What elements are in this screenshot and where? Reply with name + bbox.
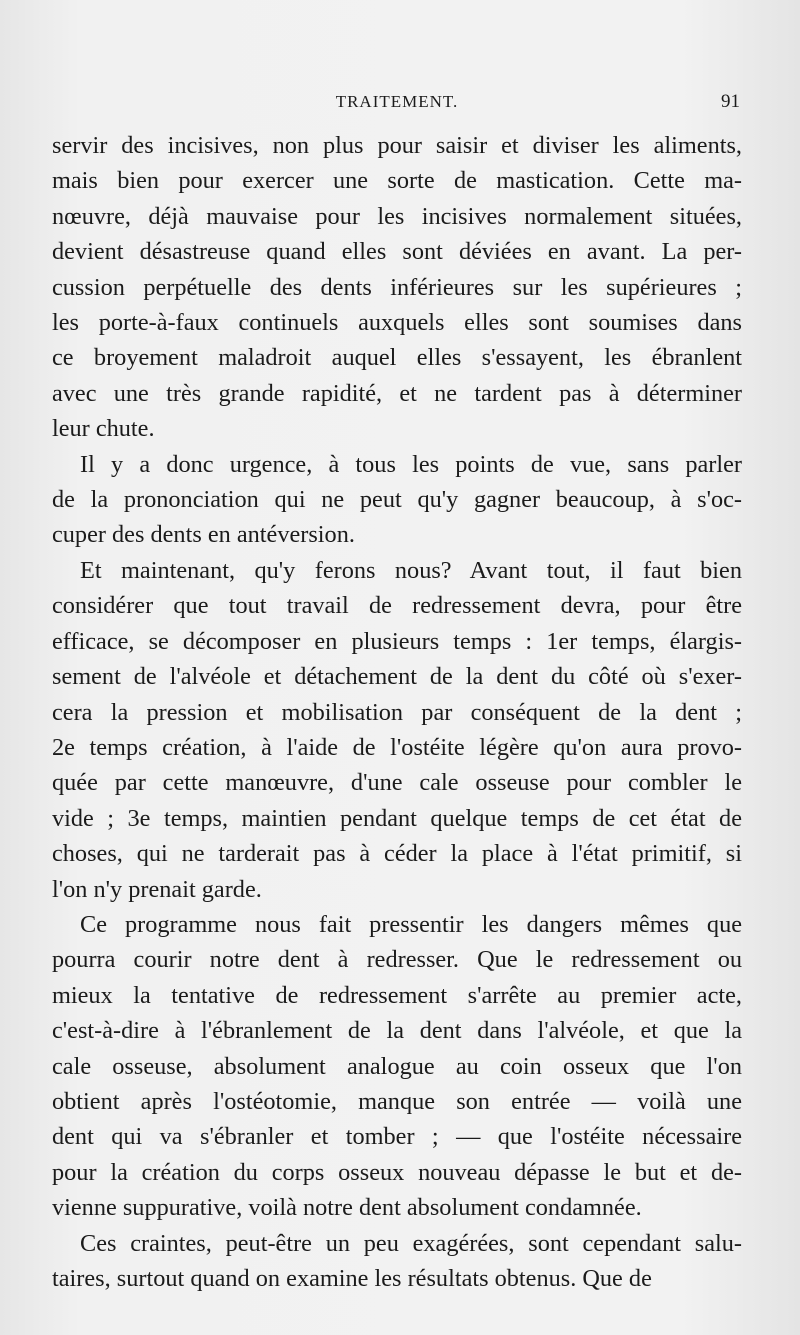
text-line: mieux la tentative de redressement s'arrête au premier acte,	[52, 981, 742, 1009]
text-line: choses, qui ne tarderait pas à céder la place à l'état primitif, si	[52, 840, 742, 868]
text-line: Il y a donc urgence, à tous les points de vue, sans parler	[80, 450, 742, 478]
paragraph	[52, 907, 742, 1226]
text-line: efficace, se décomposer en plusieurs temps : 1er temps, élargis-	[52, 627, 742, 655]
text-line: leur chute.	[52, 415, 155, 443]
text-line: quée par cette manœuvre, d'une cale osseuse pour combler le	[52, 769, 742, 797]
text-line: cale osseuse, absolument analogue au coin osseux que l'on	[52, 1052, 742, 1080]
text-line: nœuvre, déjà mauvaise pour les incisives normalement situées,	[52, 202, 742, 230]
paragraph	[52, 128, 742, 447]
text-line: cera la pression et mobilisation par conséquent de la dent ;	[52, 698, 742, 726]
paragraph	[52, 553, 742, 907]
page-header	[52, 88, 742, 118]
text-line: cussion perpétuelle des dents inférieures sur les supérieures ;	[52, 273, 742, 301]
paragraph	[52, 447, 742, 553]
text-line: cuper des dents en antéversion.	[52, 521, 355, 549]
text-line: servir des incisives, non plus pour saisir et diviser les aliments,	[52, 132, 742, 159]
text-line: pour la création du corps osseux nouveau dépasse le but et de-	[52, 1158, 742, 1186]
text-line: de la prononciation qui ne peut qu'y gagner beaucoup, à s'oc-	[52, 486, 742, 514]
page-number: 91	[721, 91, 740, 112]
text-line: obtient après l'ostéotomie, manque son entrée — voilà une	[52, 1087, 742, 1115]
text-line: devient désastreuse quand elles sont déviées en avant. La per-	[52, 238, 742, 266]
text-line: considérer que tout travail de redressement devra, pour être	[52, 592, 742, 620]
paragraph	[52, 1226, 742, 1297]
text-line: pourra courir notre dent à redresser. Que le redressement ou	[52, 946, 742, 974]
text-line: sement de l'alvéole et détachement de la dent du côté où s'exer-	[52, 663, 742, 691]
text-line: taires, surtout quand on examine les résultats obtenus. Que de	[52, 1265, 652, 1292]
text-line: l'on n'y prenait garde.	[52, 875, 262, 903]
text-line: Ces craintes, peut-être un peu exagérées, sont cependant salu-	[80, 1229, 742, 1257]
text-line: Et maintenant, qu'y ferons nous? Avant tout, il faut bien	[80, 556, 742, 584]
text-line: dent qui va s'ébranler et tomber ; — que l'ostéite nécessaire	[52, 1123, 742, 1151]
text-line: c'est-à-dire à l'ébranlement de la dent dans l'alvéole, et que la	[52, 1017, 742, 1045]
text-line: vienne suppurative, voilà notre dent absolument condamnée.	[52, 1194, 642, 1222]
running-head: TRAITEMENT.	[335, 92, 459, 111]
text-line: les porte-à-faux continuels auxquels elles sont soumises dans	[52, 309, 742, 337]
text-line: 2e temps création, à l'aide de l'ostéite légère qu'on aura provo-	[52, 733, 742, 761]
text-line: vide ; 3e temps, maintien pendant quelque temps de cet état de	[52, 804, 742, 832]
body-text	[52, 128, 742, 1296]
text-line: Ce programme nous fait pressentir les dangers mêmes que	[80, 910, 742, 938]
text-line: ce broyement maladroit auquel elles s'essayent, les ébranlent	[52, 344, 742, 372]
text-line: avec une très grande rapidité, et ne tardent pas à déterminer	[52, 379, 742, 407]
text-line: mais bien pour exercer une sorte de mastication. Cette ma-	[52, 167, 742, 195]
